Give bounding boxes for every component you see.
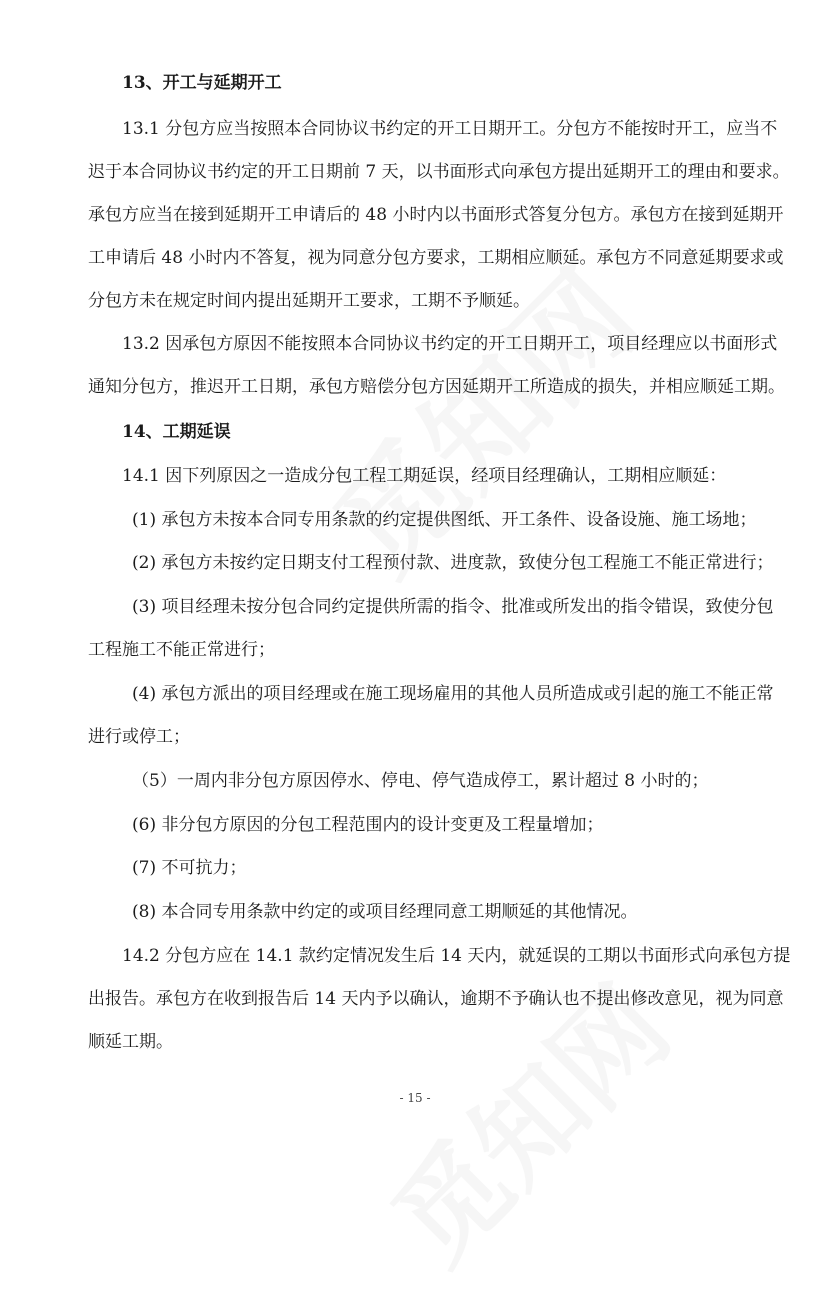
page-number: - 15 - — [399, 1091, 431, 1105]
paragraph-line: 分包方未在规定时间内提出延期开工要求，工期不予顺延。 — [88, 291, 530, 311]
list-item: (1) 承包方未按本合同专用条款的约定提供图纸、开工条件、设备设施、施工场地； — [132, 510, 757, 530]
watermark — [292, 228, 668, 604]
list-item-continuation: 进行或停工； — [88, 727, 190, 747]
list-item: (8) 本合同专用条款中约定的或项目经理同意工期顺延的其他情况。 — [132, 902, 638, 922]
list-item: (6) 非分包方原因的分包工程范围内的设计变更及工程量增加； — [132, 815, 604, 835]
paragraph-line: 顺延工期。 — [88, 1032, 173, 1052]
list-item: (7) 不可抗力； — [132, 858, 247, 878]
paragraph-line: 13.2 因承包方原因不能按照本合同协议书约定的开工日期开工，项目经理应以书面形式 — [122, 334, 778, 354]
list-item: (3) 项目经理未按分包合同约定提供所需的指令、批准或所发出的指令错误，致使分包 — [132, 597, 774, 617]
list-item: (2) 承包方未按约定日期支付工程预付款、进度款，致使分包工程施工不能正常进行； — [132, 553, 774, 573]
paragraph-line: 14.2 分包方应在 14.1 款约定情况发生后 14 天内，就延误的工期以书面形式向承包方提 — [122, 946, 791, 966]
section-13-heading: 13、开工与延期开工 — [122, 73, 282, 93]
paragraph-line: 迟于本合同协议书约定的开工日期前 7 天，以书面形式向承包方提出延期开工的理由和要求。 — [88, 162, 790, 182]
paragraph-line: 14.1 因下列原因之一造成分包工程工期延误，经项目经理确认，工期相应顺延： — [122, 466, 727, 486]
list-item: (4) 承包方派出的项目经理或在施工现场雇用的其他人员所造成或引起的施工不能正常 — [132, 684, 774, 704]
paragraph-line: 13.1 分包方应当按照本合同协议书约定的开工日期开工。分包方不能按时开工，应当不 — [122, 119, 778, 139]
paragraph-line: 出报告。承包方在收到报告后 14 天内予以确认，逾期不予确认也不提出修改意见，视为同意 — [88, 989, 784, 1009]
list-item-continuation: 工程施工不能正常进行； — [88, 640, 275, 660]
section-14-heading: 14、工期延误 — [122, 422, 231, 442]
paragraph-line: 通知分包方，推迟开工日期，承包方赔偿分包方因延期开工所造成的损失，并相应顺延工期。 — [88, 377, 785, 397]
paragraph-line: 工申请后 48 小时内不答复，视为同意分包方要求，工期相应顺延。承包方不同意延期要求或 — [88, 248, 784, 268]
list-item: （5）一周内非分包方原因停水、停电、停气造成停工，累计超过 8 小时的； — [132, 771, 709, 791]
paragraph-line: 承包方应当在接到延期开工申请后的 48 小时内以书面形式答复分包方。承包方在接到延期开 — [88, 205, 784, 225]
